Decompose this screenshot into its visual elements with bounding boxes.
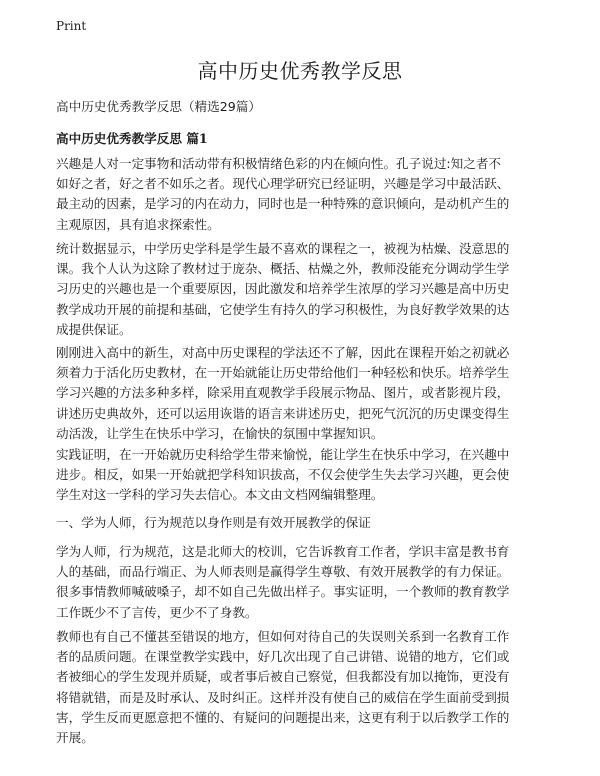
text-line: 学习兴趣的方法多种多样，除采用直观教学手段展示物品、图片，或者影视片段，	[56, 385, 510, 401]
text-line: 须着力于活化历史教材，在一开始就能让历史带给他们一种轻松和快乐。培养学生	[56, 365, 510, 381]
text-line: 将错就错，而是及时承认、及时纠正。这样并没有使自己的威信在学生面前受到损	[56, 689, 510, 705]
text-line: 人的基础，而品行端正、为人师表则是赢得学生尊敬、有效开展教学的有力保证。	[56, 564, 510, 580]
text-line: 实践证明，在一开始就历史科给学生带来愉悦，能让学生在快乐中学习，在兴趣中	[56, 447, 510, 462]
paragraph	[56, 343, 561, 444]
text-line: 教学成功开展的前提和基础，它使学生有持久的学习积极性，为良好教学效果的达	[56, 301, 510, 317]
text-line: 者被细心的学生发现并质疑，或者事后被自己察觉，但我都没有加以掩饰，更没有	[56, 669, 510, 685]
page-title: 高中历史优秀教学反思	[197, 59, 403, 83]
section-heading: 高中历史优秀教学反思 篇1	[56, 131, 208, 146]
point-heading: 一、学为人师，行为规范以身作则是有效开展教学的保证	[56, 515, 371, 530]
text-line: 学生对这一学科的学习失去信心。本文由文档网编辑整理。	[56, 487, 384, 503]
text-line: 者的品质问题。在课堂教学实践中，好几次出现了自己讲错、说错的地方，它们或	[56, 649, 510, 665]
text-line: 讲述历史典故外，还可以运用诙谐的语言来讲述历史，把死气沉沉的历史课变得生	[56, 405, 510, 421]
text-line: 动活泼，让学生在快乐中学习，在愉快的氛围中掌握知识。	[56, 425, 384, 441]
paragraph	[56, 239, 561, 340]
print-link[interactable]: Print	[56, 19, 87, 33]
document-subtitle: 高中历史优秀教学反思（精选29篇）	[56, 99, 261, 114]
text-line: 学为人师，行为规范，这是北师大的校训，它告诉教育工作者，学识丰富是教书育	[56, 544, 510, 559]
text-line: 进步。相反，如果一开始就把学科知识拔高，不仅会使学生失去学习兴趣，更会使	[56, 467, 510, 483]
text-line: 成提供保证。	[56, 321, 132, 337]
paragraph	[56, 627, 561, 748]
text-line: 兴趣是人对一定事物和活动带有积极情绪色彩的内在倾向性。孔子说过:知之者不	[56, 156, 502, 171]
text-line: 统计数据显示，中学历史学科是学生最不喜欢的课程之一，被视为枯燥、没意思的	[56, 241, 510, 256]
text-line: 主观原因，具有追求探索性。	[56, 216, 220, 232]
text-line: 害，学生反而更愿意把不懂的、有疑问的问题提出来，这更有利于以后教学工作的	[56, 709, 510, 725]
text-line: 工作既少不了言传，更少不了身教。	[56, 604, 258, 620]
text-line: 最主动的因素，是学习的内在动力，同时也是一种特殊的意识倾向，是动机产生的	[56, 196, 510, 212]
paragraph	[56, 445, 561, 506]
text-line: 教师也有自己不懂甚至错误的地方，但如何对待自己的失误则关系到一名教育工作	[56, 629, 510, 644]
text-line: 开展。	[56, 730, 94, 746]
text-line: 很多事情教师喊破嗓子，却不如自己先做出样子。事实证明，一个教师的教育教学	[56, 584, 510, 600]
text-line: 课。我个人认为这除了教材过于庞杂、概括、枯燥之外，教师没能充分调动学生学	[56, 261, 510, 277]
paragraph	[56, 542, 561, 623]
paragraph	[56, 154, 561, 235]
text-line: 如好之者，好之者不如乐之者。现代心理学研究已经证明，兴趣是学习中最活跃、	[56, 176, 510, 192]
text-line: 习历史的兴趣也是一个重要原因，因此激发和培养学生浓厚的学习兴趣是高中历史	[56, 281, 510, 297]
text-line: 刚刚进入高中的新生，对高中历史课程的学法还不了解，因此在课程开始之初就必	[56, 345, 510, 360]
